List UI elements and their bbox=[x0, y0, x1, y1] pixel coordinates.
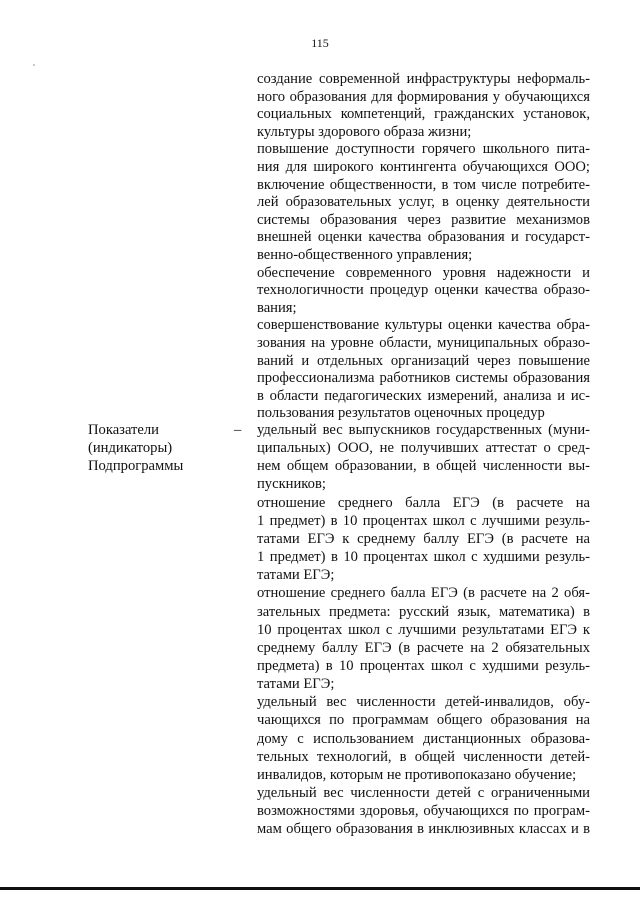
text-line: ципальных) ООО, не получивших аттестат о сред- bbox=[257, 440, 590, 456]
text-line: предмета) в 10 процентах школ с худшими резуль- bbox=[257, 658, 590, 674]
text-line: возможностями здоровья, обучающихся по програм- bbox=[257, 803, 590, 819]
text-line: профессионализма работников системы образования bbox=[257, 370, 590, 386]
text-line: татами ЕГЭ к среднему баллу ЕГЭ (в расчете на bbox=[257, 531, 590, 547]
text-line: создание современной инфраструктуры неформаль- bbox=[257, 71, 590, 87]
text-line: повышение доступности горячего школьного пита- bbox=[257, 141, 590, 157]
text-line: тельных технологий, в общей численности детей- bbox=[257, 749, 590, 765]
text-line: включение общественности, в том числе потребите- bbox=[257, 177, 590, 193]
text-line: удельный вес численности детей с ограниченными bbox=[257, 785, 590, 801]
text-line: системы образования через развитие механизмов bbox=[257, 212, 590, 228]
text-line: венно-общественного управления; bbox=[257, 247, 473, 263]
text-line: удельный вес численности детей-инвалидов, обу- bbox=[257, 694, 590, 710]
text-line: технологичности процедур оценки качества образо- bbox=[257, 282, 590, 298]
text-line: лей образовательных услуг, в оценку деятельности bbox=[257, 194, 590, 210]
text-line: пользования результатов оценочных процедур bbox=[257, 405, 545, 421]
label-line: (индикаторы) bbox=[88, 440, 173, 456]
text-line: ния для широкого контингента обучающихся ООО; bbox=[257, 159, 590, 175]
text-line: инвалидов, которым не противопоказано обучение; bbox=[257, 767, 577, 783]
text-line: дому с использованием дистанционных образова- bbox=[257, 731, 590, 747]
text-line: обеспечение современного уровня надежности и bbox=[257, 265, 590, 281]
text-line: отношение среднего балла ЕГЭ (в расчете на 2 обя- bbox=[257, 585, 590, 601]
text-line: отношение среднего балла ЕГЭ (в расчете на bbox=[257, 495, 590, 511]
text-line: внешней оценки качества образования и государст- bbox=[257, 229, 590, 245]
text-line: 10 процентах школ с лучшими результатами ЕГЭ к bbox=[257, 622, 590, 638]
text-line: татами ЕГЭ; bbox=[257, 676, 335, 692]
text-line: культуры здорового образа жизни; bbox=[257, 124, 472, 140]
text-line: 1 предмет) в 10 процентах школ с лучшими резуль- bbox=[257, 513, 590, 529]
text-line: зования на уровне области, муниципальных образо- bbox=[257, 335, 590, 351]
text-line: 1 предмет) в 10 процентах школ с худшими резуль- bbox=[257, 549, 590, 565]
text-line: пускников; bbox=[257, 476, 326, 492]
text-line: чающихся по программам общего образования на bbox=[257, 712, 590, 728]
label-line: Показатели bbox=[88, 422, 159, 438]
text-line: ваний и отдельных организаций через повышение bbox=[257, 353, 590, 369]
bottom-rule bbox=[0, 887, 640, 890]
text-line: в области педагогических измерений, анализа и ис- bbox=[257, 388, 590, 404]
text-line: совершенствование культуры оценки качества обра- bbox=[257, 317, 590, 333]
text-line: социальных компетенций, гражданских установок, bbox=[257, 106, 590, 122]
text-line: удельный вес выпускников государственных (муни- bbox=[257, 422, 590, 438]
text-line: вания; bbox=[257, 300, 297, 316]
page-number: 115 bbox=[311, 36, 329, 50]
text-line: среднему баллу ЕГЭ (в расчете на 2 обязательных bbox=[257, 640, 590, 656]
text-line: нем общем образовании, в общей численности вы- bbox=[257, 458, 590, 474]
text-line: татами ЕГЭ; bbox=[257, 567, 335, 583]
label-line: Подпрограммы bbox=[88, 458, 184, 474]
text-line: мам общего образования в инклюзивных классах и в bbox=[257, 821, 590, 837]
label-dash: – bbox=[234, 422, 242, 438]
scan-speck bbox=[33, 64, 35, 66]
text-line: зательных предмета: русский язык, математика) в bbox=[257, 604, 590, 620]
text-line: ного образования для формирования у обучающихся bbox=[257, 89, 590, 105]
